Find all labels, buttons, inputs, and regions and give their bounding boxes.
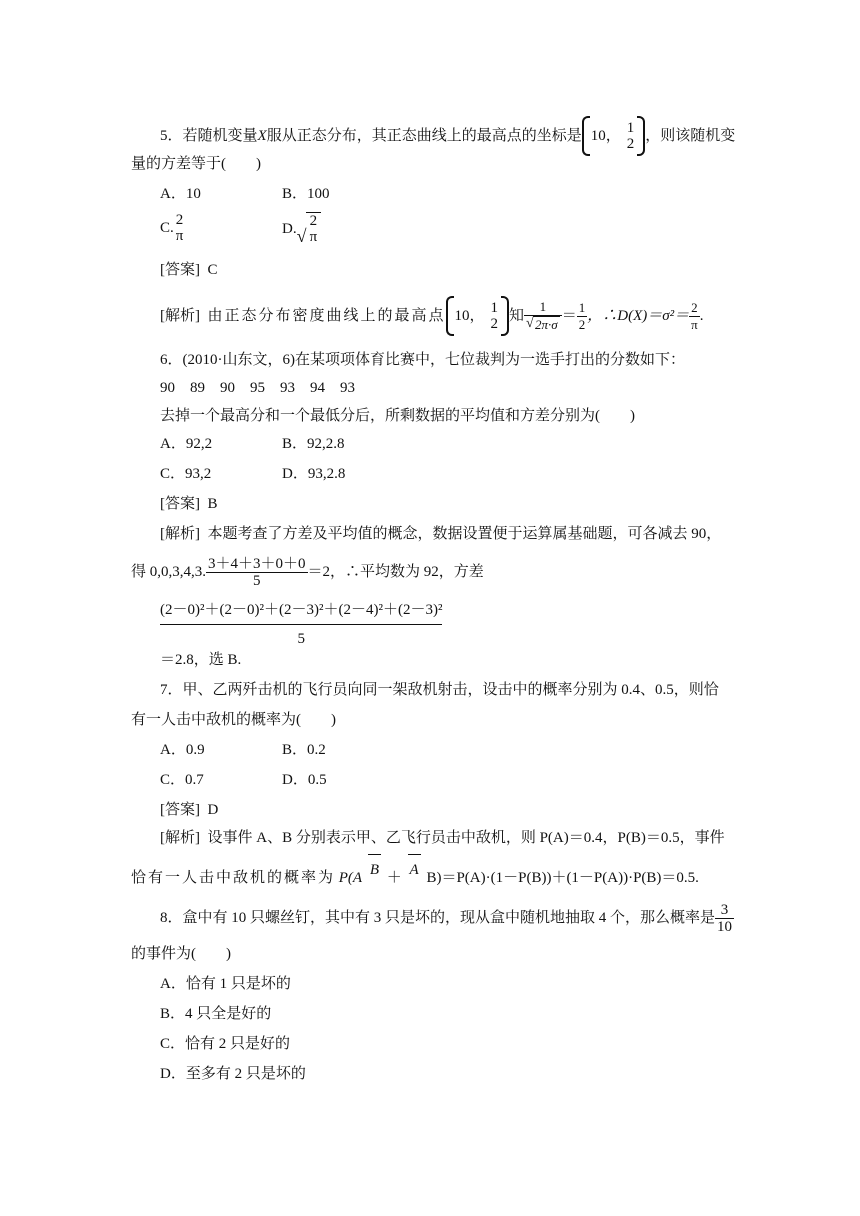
q8-line2: 的事件为( ) bbox=[131, 946, 231, 962]
q5-answer: [答案] C bbox=[160, 262, 218, 278]
q5-text-mid: 服从正态分布，其正态曲线上的最高点的坐标是 bbox=[266, 128, 582, 144]
q6-line1: 6．(2010·山东文，6)在某项项体育比赛中，七位裁判为一选手打出的分数如下： bbox=[160, 352, 685, 368]
q8-line1: 8．盒中有 10 只螺丝钉，其中有 3 只是坏的，现从盒中随机地抽取 4 个，那么概率是 $\frac{3}{10}$ bbox=[160, 901, 733, 935]
q6-option-c: C．93,2 bbox=[160, 466, 212, 482]
q7-option-a: A．0.9 bbox=[160, 742, 205, 758]
q6-scores: 90 89 90 95 93 94 93 bbox=[160, 380, 356, 396]
q7-option-c: C．0.7 bbox=[160, 772, 204, 788]
q6-analysis-line1: [解析] 本题考查了方差及平均值的概念，数据设置便于运算属基础题，可各减去 90， bbox=[160, 526, 722, 542]
q8-option-d: D．至多有 2 只是坏的 bbox=[160, 1066, 306, 1082]
q7-option-d: D．0.5 bbox=[282, 772, 327, 788]
q5-option-d: D. √ 2 π bbox=[282, 212, 321, 245]
q7-answer: [答案] D bbox=[160, 802, 219, 818]
q6-option-a: A．92,2 bbox=[160, 436, 213, 452]
q8-option-c: C．恰有 2 只是好的 bbox=[160, 1036, 291, 1052]
q5-line1 bbox=[160, 116, 735, 156]
q5-option-b: B．100 bbox=[282, 186, 330, 202]
q6-answer: [答案] B bbox=[160, 496, 218, 512]
q6-variance-fraction: $\frac{\text{(2－0)²＋(2－0)²＋(2－3)²＋(2－4)²＋(2－3)²}}{5}$ bbox=[160, 602, 443, 647]
q6-option-b: B．92,2.8 bbox=[282, 436, 345, 452]
q5-option-c: C. 2 π bbox=[160, 212, 184, 244]
q7-analysis-line2: 恰有一人击中敌机的概率为 P(A B ＋ A B)＝P(A)·(1－P(B))＋(1－P(A))·P(B)＝0.5. bbox=[131, 868, 699, 888]
q5-text-pre: 5．若随机变量 bbox=[160, 128, 258, 144]
q5-analysis: [解析] 由正态分布密度曲线上的最高点 10， 1 2 知 1 √ 2π·σ ＝ $\frac{1}{2}$ ，∴D(X)＝σ²＝ $\frac{2}{\pi}$ . bbox=[160, 296, 703, 336]
q5-peak-point bbox=[582, 116, 646, 156]
q6-line3: 去掉一个最高分和一个最低分后，所剩数据的平均值和方差分别为( ) bbox=[160, 408, 635, 424]
q5-point-x: 10， bbox=[590, 128, 621, 144]
q8-option-a: A．恰有 1 只是坏的 bbox=[160, 976, 291, 992]
q8-option-b: B．4 只全是好的 bbox=[160, 1006, 272, 1022]
q5-text-post: ，则该随机变 bbox=[645, 128, 736, 144]
q7-line1: 7．甲、乙两歼击机的飞行员向同一架敌机射击，设击中的概率分别为 0.4、0.5，则恰 bbox=[160, 682, 719, 698]
q7-line2: 有一人击中敌机的概率为( ) bbox=[131, 712, 336, 728]
q5-var-x: X bbox=[257, 128, 267, 144]
q7-option-b: B．0.2 bbox=[282, 742, 326, 758]
q5-point-y: 1 2 bbox=[626, 120, 635, 152]
q6-variance-result: ＝2.8，选 B. bbox=[160, 652, 242, 668]
q5-line2: 量的方差等于( ) bbox=[131, 156, 261, 172]
q6-analysis-line2: 得 0,0,3,4,3. $\frac{3+4+3+0+0}{5}$ ＝2，∴平均数为 92，方差 bbox=[131, 555, 484, 589]
q6-option-d: D．93,2.8 bbox=[282, 466, 346, 482]
q7-analysis-line1: [解析] 设事件 A、B 分别表示甲、乙飞行员击中敌机，则 P(A)＝0.4，P(B)＝0.5，事件 bbox=[160, 830, 725, 846]
q5-option-a: A．10 bbox=[160, 186, 201, 202]
